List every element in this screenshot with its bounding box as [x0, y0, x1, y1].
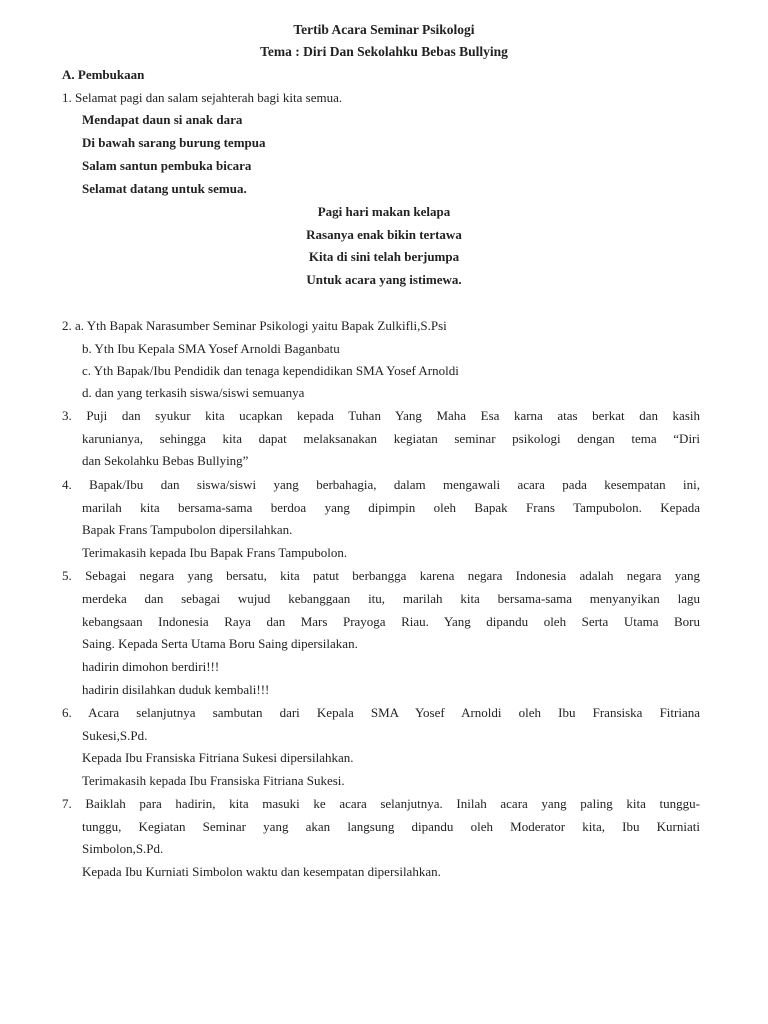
- item-3-line-3: dan Sekolahku Bebas Bullying”: [82, 453, 249, 468]
- item-2d: d. dan yang terkasih siswa/siswi semuanya: [82, 385, 305, 400]
- item-5-line-6: hadirin disilahkan duduk kembali!!!: [82, 682, 270, 697]
- item-7-line-2: tunggu, Kegiatan Seminar yang akan langsung dipandu oleh Moderator kita, Ibu Kurniati: [82, 819, 700, 834]
- document-subtitle: Tema : Diri Dan Sekolahku Bebas Bullying: [260, 44, 508, 59]
- item-3-line-2: karunianya, sehingga kita dapat melaksanakan kegiatan seminar psikologi dengan tema “Diri: [82, 431, 700, 446]
- pantun-1-line-1: Mendapat daun si anak dara: [82, 112, 243, 127]
- pantun-1-line-2: Di bawah sarang burung tempua: [82, 135, 266, 150]
- pantun-2-line-2: Rasanya enak bikin tertawa: [306, 227, 462, 242]
- pantun-2-line-3: Kita di sini telah berjumpa: [308, 249, 460, 264]
- item-7-line-3: Simbolon,S.Pd.: [82, 841, 164, 856]
- item-5-line-2: merdeka dan sebagai wujud kebanggaan itu, marilah kita bersama-sama menyanyikan lagu: [82, 591, 700, 606]
- document-title: Tertib Acara Seminar Psikologi: [293, 22, 475, 37]
- item-5-line-5: hadirin dimohon berdiri!!!: [82, 659, 220, 674]
- item-7-line-4: Kepada Ibu Kurniati Simbolon waktu dan kesempatan dipersilahkan.: [82, 864, 441, 879]
- item-2c: c. Yth Bapak/Ibu Pendidik dan tenaga kependidikan SMA Yosef Arnoldi: [82, 363, 459, 378]
- pantun-2-line-4: Untuk acara yang istimewa.: [306, 272, 462, 287]
- item-3-line-1: 3. Puji dan syukur kita ucapkan kepada Tuhan Yang Maha Esa karna atas berkat dan kasih: [62, 408, 700, 423]
- item-5-line-1: 5. Sebagai negara yang bersatu, kita patut berbangga karena negara Indonesia adalah negara yang: [62, 568, 700, 583]
- item-4-line-4: Terimakasih kepada Ibu Bapak Frans Tampubolon.: [82, 545, 348, 560]
- item-6-line-4: Terimakasih kepada Ibu Fransiska Fitriana Sukesi.: [82, 773, 345, 788]
- pantun-1-line-3: Salam santun pembuka bicara: [82, 158, 252, 173]
- item-5-line-4: Saing. Kepada Serta Utama Boru Saing dipersilakan.: [82, 636, 358, 651]
- item-1-text: 1. Selamat pagi dan salam sejahterah bagi kita semua.: [62, 90, 343, 105]
- item-4-line-3: Bapak Frans Tampubolon dipersilahkan.: [82, 522, 293, 537]
- item-6-line-1: 6. Acara selanjutnya sambutan dari Kepala SMA Yosef Arnoldi oleh Ibu Fransiska Fitriana: [62, 705, 700, 720]
- pantun-2-line-1: Pagi hari makan kelapa: [317, 204, 451, 219]
- item-2a: 2. a. Yth Bapak Narasumber Seminar Psikologi yaitu Bapak Zulkifli,S.Psi: [62, 318, 447, 333]
- section-heading-pembukaan: A. Pembukaan: [62, 67, 145, 82]
- item-7-line-1: 7. Baiklah para hadirin, kita masuki ke acara selanjutnya. Inilah acara yang paling kita tunggu-: [62, 796, 700, 811]
- pantun-1-line-4: Selamat datang untuk semua.: [82, 181, 247, 196]
- item-6-line-2: Sukesi,S.Pd.: [82, 728, 148, 743]
- item-5-line-3: kebangsaan Indonesia Raya dan Mars Prayoga Riau. Yang dipandu oleh Serta Utama Boru: [82, 614, 700, 629]
- item-4-line-1: 4. Bapak/Ibu dan siswa/siswi yang berbahagia, dalam mengawali acara pada kesempatan ini,: [62, 477, 700, 492]
- item-2b: b. Yth Ibu Kepala SMA Yosef Arnoldi Baganbatu: [82, 341, 340, 356]
- item-6-line-3: Kepada Ibu Fransiska Fitriana Sukesi dipersilahkan.: [82, 750, 354, 765]
- item-4-line-2: marilah kita bersama-sama berdoa yang dipimpin oleh Bapak Frans Tampubolon. Kepada: [82, 500, 700, 515]
